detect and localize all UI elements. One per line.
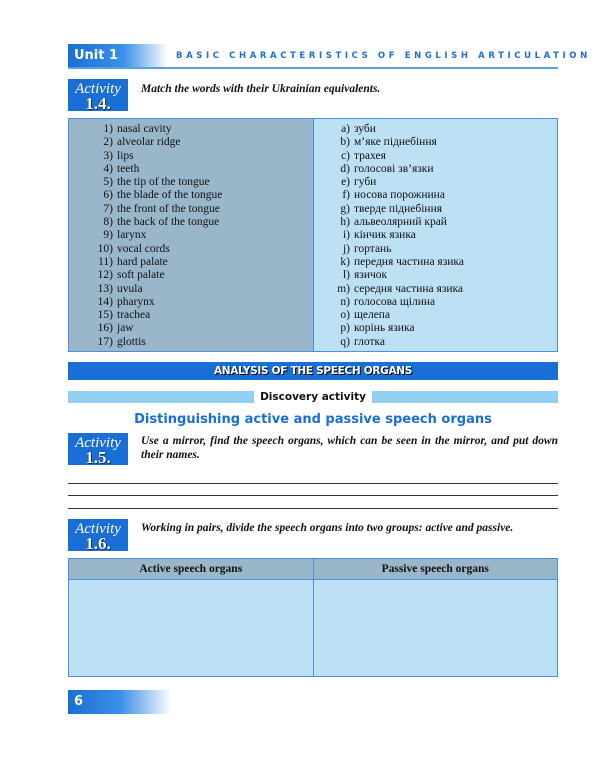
activity-1-6-instruction: Working in pairs, divide the speech organs into two groups: active and passive. [141,522,514,534]
item-text: передня частина язика [354,255,464,268]
item-text: pharynx [117,295,155,308]
item-marker: 15) [97,309,113,322]
english-column [69,119,314,351]
list-item [69,216,313,229]
discovery-label: Discovery activity [260,390,366,403]
item-text: трахея [354,149,386,162]
section-banner: ANALYSIS OF THE SPEECH ORGANS [68,362,558,380]
list-item [69,150,313,163]
item-marker: h) [340,216,350,229]
item-marker: e) [341,176,350,189]
list-item [69,176,313,189]
column-header-active: Active speech organs [69,559,314,579]
item-marker: l) [342,269,350,282]
list-item [69,163,313,176]
item-text: vocal cords [117,242,170,255]
item-text: jaw [117,322,134,335]
item-marker: 17) [97,335,113,348]
list-item [314,163,557,176]
item-text: hard palate [117,255,168,268]
list-item [69,229,313,242]
list-item [314,256,557,269]
item-marker: 14) [97,295,113,308]
page-number: 6 [68,690,172,714]
list-item [69,256,313,269]
item-text: губи [354,176,377,189]
item-text: the back of the tongue [117,216,220,229]
item-marker: 4) [103,162,113,175]
item-text: корінь язика [354,322,415,335]
list-item [314,309,557,322]
item-text: м’яке піднебіння [354,136,437,149]
list-item [69,309,313,322]
item-marker: 3) [103,149,113,162]
item-marker: f) [342,189,350,202]
active-organs-cell[interactable] [69,580,314,676]
list-item [314,203,557,216]
list-item [69,336,313,349]
item-text: the front of the tongue [117,202,220,215]
list-item [69,123,313,136]
item-text: голосові зв’язки [354,162,434,175]
item-marker: q) [340,335,350,348]
item-marker: p) [340,322,350,335]
item-marker: m) [337,282,350,295]
activity-1-5-instruction: Use a mirror, find the speech organs, which can be seen in the mirror, and put down their names. [141,435,558,461]
item-text: тверде піднебіння [354,202,443,215]
item-marker: 6) [103,189,113,202]
list-item [314,150,557,163]
item-marker: 7) [103,202,113,215]
activity-badge-1-4 [68,79,128,111]
decor-bar [68,391,254,403]
item-text: гортань [354,242,392,255]
list-item [69,243,313,256]
activity-1-4-instruction: Match the words with their Ukrainian equivalents. [141,83,381,95]
item-text: альвеолярний край [354,216,447,229]
list-item [69,269,313,282]
list-item [69,203,313,216]
item-marker: a) [341,123,350,135]
list-item [314,176,557,189]
matching-table [68,118,558,352]
list-item [314,136,557,149]
chapter-title: BASIC CHARACTERISTICS OF ENGLISH ARTICULATION [176,51,591,61]
item-marker: j) [342,242,350,255]
item-marker: c) [341,149,350,162]
item-text: nasal cavity [117,123,172,135]
item-text: кінчик язика [354,229,416,242]
item-text: trachea [117,309,151,322]
ukrainian-column [314,119,557,351]
header-divider [68,67,558,69]
answer-line[interactable] [68,483,558,484]
list-item [69,296,313,309]
item-marker: 12) [97,269,113,282]
list-item [314,322,557,335]
discovery-activity-bar [68,390,558,403]
item-text: uvula [117,282,143,295]
activity-number: 1.6. [85,534,111,553]
unit-label: Unit 1 [68,44,168,68]
item-text: голосова щілина [354,295,436,308]
active-passive-table [68,558,558,677]
item-text: alveolar ridge [117,136,181,149]
item-marker: 8) [103,216,113,229]
item-marker: 5) [103,176,113,189]
list-item [314,123,557,136]
item-marker: n) [340,295,350,308]
activity-label: Activity [75,435,121,451]
item-marker: 11) [98,255,113,268]
item-text: зуби [354,123,376,135]
item-text: the tip of the tongue [117,176,210,189]
item-marker: k) [340,255,350,268]
activity-badge-1-6 [68,519,128,551]
item-text: середня частина язика [354,282,464,295]
item-marker: 10) [97,242,113,255]
item-marker: 1) [103,123,113,135]
item-text: язичок [354,269,388,282]
item-text: носова порожнина [354,189,445,202]
item-text: lips [117,149,134,162]
item-marker: o) [340,309,350,322]
item-marker: 9) [103,229,113,242]
list-item [69,136,313,149]
passive-organs-cell[interactable] [314,580,558,676]
list-item [314,296,557,309]
answer-line[interactable] [68,508,558,509]
activity-number: 1.5. [85,448,111,467]
item-text: glottis [117,335,146,348]
list-item [314,243,557,256]
list-item [69,322,313,335]
item-marker: d) [340,162,350,175]
item-marker: b) [340,136,350,149]
item-text: soft palate [117,269,165,282]
list-item [314,283,557,296]
item-marker: g) [340,202,350,215]
list-item [314,189,557,202]
item-text: teeth [117,162,140,175]
item-text: the blade of the tongue [117,189,223,202]
item-text: larynx [117,229,147,242]
activity-label: Activity [75,521,121,537]
activity-badge-1-5 [68,433,128,465]
item-marker: 2) [103,136,113,149]
decor-bar [372,391,558,403]
list-item [314,269,557,282]
section-heading: Distinguishing active and passive speech organs [134,412,492,427]
item-text: глотка [354,335,386,348]
activity-label: Activity [75,81,121,97]
answer-line[interactable] [68,495,558,496]
item-text: щелепа [354,309,391,322]
list-item [314,336,557,349]
list-item [69,283,313,296]
list-item [314,229,557,242]
list-item [314,216,557,229]
item-marker: 13) [97,282,113,295]
item-marker: 16) [97,322,113,335]
column-header-passive: Passive speech organs [381,563,489,575]
activity-number: 1.4. [85,94,111,113]
list-item [69,189,313,202]
item-marker: i) [342,229,350,242]
